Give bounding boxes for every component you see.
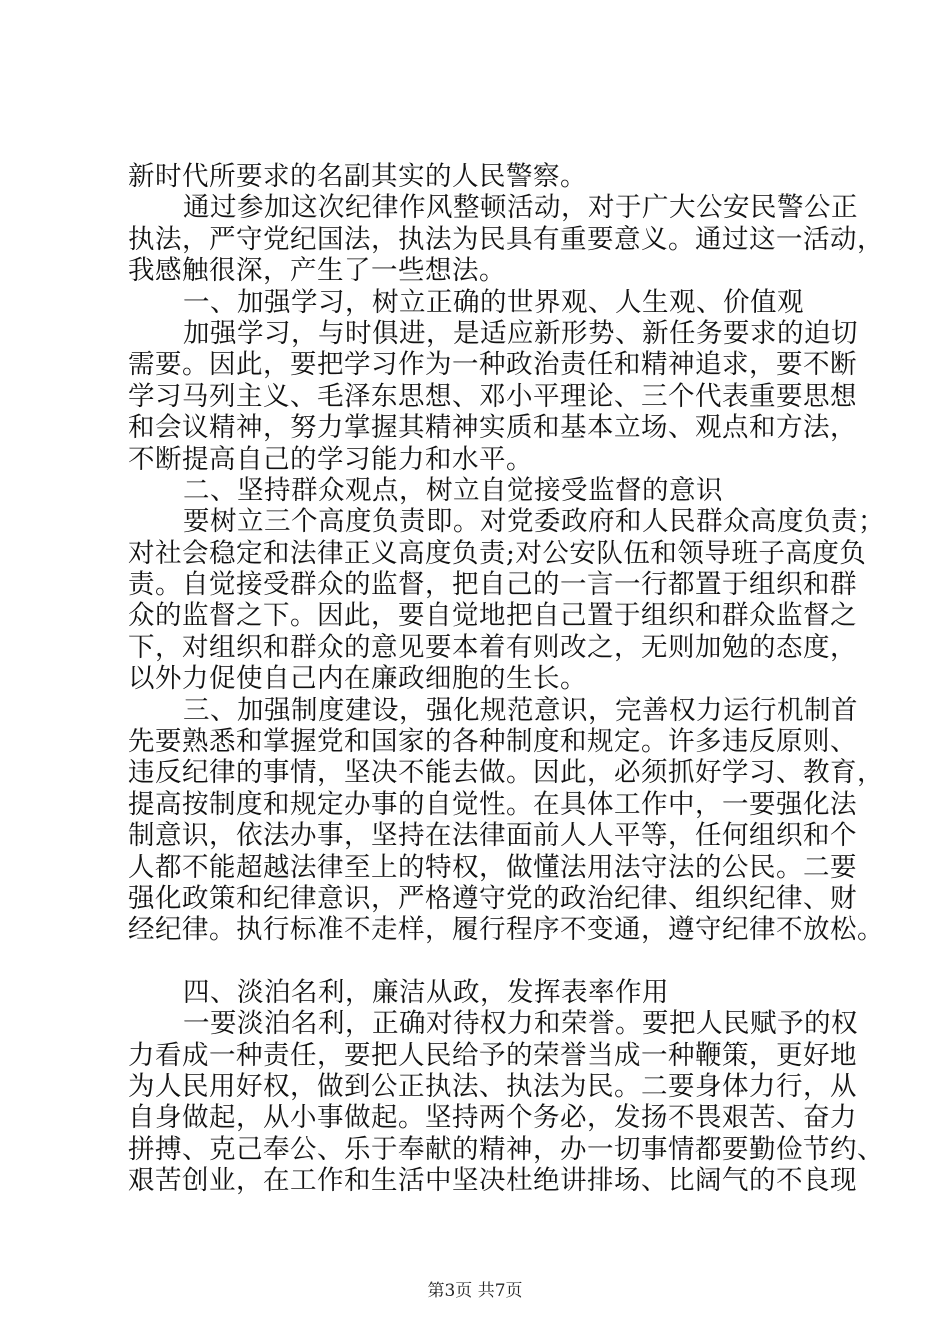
- text-line: 为人民用好权，做到公正执法、执法为民。二要身体力行，从: [128, 1070, 857, 1102]
- text-line: 拼搏、克己奉公、乐于奉献的精神，办一切事情都要勤俭节约、: [128, 1133, 884, 1165]
- section-heading-3: 三、加强制度建设，强化规范意识，完善权力运行机制首: [183, 694, 858, 726]
- text-line: 对社会稳定和法律正义高度负责;对公安队伍和领导班子高度负: [128, 537, 867, 569]
- text-line: 力看成一种责任，要把人民给予的荣誉当成一种鞭策，更好地: [128, 1039, 857, 1071]
- section-heading-1: 一、加强学习，树立正确的世界观、人生观、价值观: [183, 286, 804, 318]
- text-line: 我感触很深，产生了一些想法。: [128, 255, 506, 287]
- text-line: 责。自觉接受群众的监督，把自己的一言一行都置于组织和群: [128, 569, 857, 601]
- text-line: 提高按制度和规定办事的自觉性。在具体工作中，一要强化法: [128, 788, 857, 820]
- text-line: 艰苦创业，在工作和生活中坚决杜绝讲排场、比阔气的不良现: [128, 1165, 857, 1197]
- paragraph-start-line: 通过参加这次纪律作风整顿活动，对于广大公安民警公正: [183, 192, 858, 224]
- text-line: 不断提高自己的学习能力和水平。: [128, 443, 533, 475]
- text-line: 众的监督之下。因此，要自觉地把自己置于组织和群众监督之: [128, 600, 857, 632]
- text-line: 以外力促使自己内在廉政细胞的生长。: [128, 663, 587, 695]
- paragraph-start-line: 一要淡泊名利，正确对待权力和荣誉。要把人民赋予的权: [183, 1008, 858, 1040]
- text-line: 需要。因此，要把学习作为一种政治责任和精神追求，要不断: [128, 349, 857, 381]
- paragraph-start-line: 要树立三个高度负责即。对党委政府和人民群众高度负责；: [183, 506, 885, 538]
- text-line: 人都不能超越法律至上的特权，做懂法用法守法的公民。二要: [128, 851, 857, 883]
- text-line: 强化政策和纪律意识，严格遵守党的政治纪律、组织纪律、财: [128, 882, 857, 914]
- page-number-footer: 第3页 共7页: [427, 1281, 523, 1301]
- text-line: 下，对组织和群众的意见要本着有则改之，无则加勉的态度，: [128, 631, 857, 663]
- section-heading-4: 四、淡泊名利，廉洁从政，发挥表率作用: [183, 976, 669, 1008]
- text-line: 执法，严守党纪国法，执法为民具有重要意义。通过这一活动，: [128, 223, 884, 255]
- section-heading-2: 二、坚持群众观点，树立自觉接受监督的意识: [183, 474, 723, 506]
- text-line: 学习马列主义、毛泽东思想、邓小平理论、三个代表重要思想: [128, 380, 857, 412]
- text-line: 自身做起，从小事做起。坚持两个务必，发扬不畏艰苦、奋力: [128, 1102, 857, 1134]
- text-line: 新时代所要求的名副其实的人民警察。: [128, 161, 587, 192]
- document-body: [128, 161, 885, 1197]
- text-line: 和会议精神，努力掌握其精神实质和基本立场、观点和方法，: [128, 412, 857, 444]
- paragraph-start-line: 加强学习，与时俱进，是适应新形势、新任务要求的迫切: [183, 317, 858, 349]
- text-line: 先要熟悉和掌握党和国家的各种制度和规定。许多违反原则、: [128, 726, 857, 758]
- text-line: 经纪律。执行标准不走样，履行程序不变通，遵守纪律不放松。: [128, 914, 884, 946]
- text-line: 违反纪律的事情，坚决不能去做。因此，必须抓好学习、教育，: [128, 757, 884, 789]
- text-line: 制意识，依法办事，坚持在法律面前人人平等，任何组织和个: [128, 820, 857, 852]
